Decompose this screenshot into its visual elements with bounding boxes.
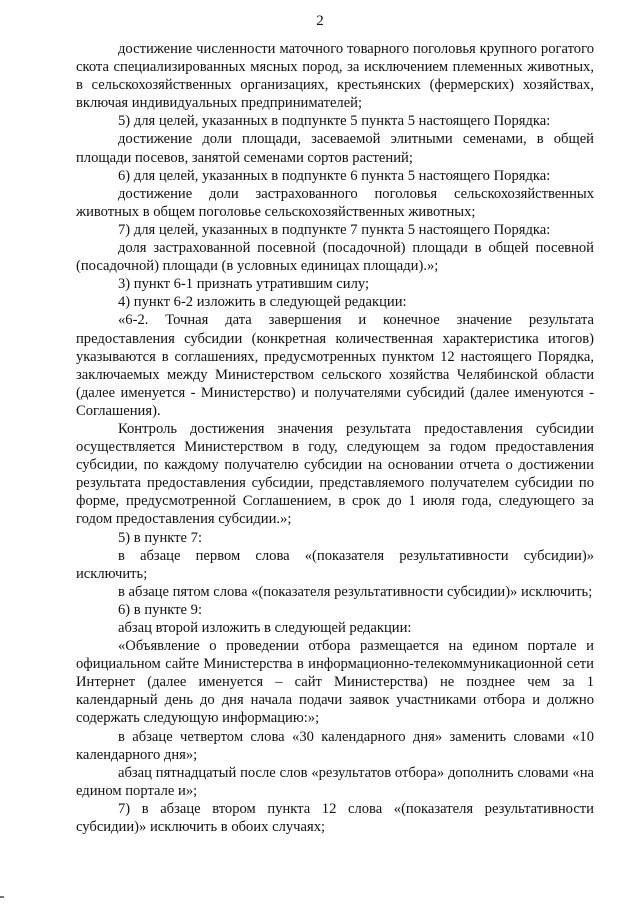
page-number: 2 bbox=[316, 13, 324, 29]
paragraph: 3) пункт 6-1 признать утратившим силу; bbox=[118, 276, 370, 293]
paragraph: Контроль достижения значения результата предоставления субсидии осуществляется Министерством в году, следующем за годом предоставления субсидии, по каждому получателю субсидии на основании отчета о достижении результата предоставления субсидии, представляемого получателем субсидии по форме, предусмотренной Соглашением, в срок до 1 июля года, следующего за годом предоставления субсидии.»; bbox=[76, 420, 594, 528]
paragraph: в абзаце четвертом слова «30 календарного дня» заменить словами «10 календарного дня»; bbox=[76, 728, 594, 763]
paragraph: абзац пятнадцатый после слов «результатов отбора» дополнить словами «на едином портале и»; bbox=[76, 764, 594, 799]
paragraph: 5) для целей, указанных в подпункте 5 пункта 5 настоящего Порядка: bbox=[118, 113, 551, 130]
paragraph: 6) в пункте 9: bbox=[118, 601, 203, 618]
paragraph: достижение численности маточного товарного поголовья крупного рогатого скота специализированных мясных пород, за исключением племенных животных, в сельскохозяйственных организациях, крестьянских (фермерских) хозяйствах, включая индивидуальных предпринимателей; bbox=[76, 41, 594, 112]
paragraph: абзац второй изложить в следующей редакции: bbox=[118, 620, 412, 636]
paragraph: доля застрахованной посевной (посадочной) площади в общей посевной (посадочной) площади (в условных единицах площади).»; bbox=[76, 240, 594, 275]
paragraph: в абзаце пятом слова «(показателя результативности субсидии)» исключить; bbox=[118, 583, 593, 600]
paragraph: 4) пункт 6-2 изложить в следующей редакции: bbox=[118, 294, 407, 311]
paragraph: достижение доли застрахованного поголовья сельскохозяйственных животных в общем поголовье сельскохозяйственных животных; bbox=[76, 185, 594, 220]
paragraph: «6-2. Точная дата завершения и конечное значение результата предоставления субсидии (конкретная количественная характеристика итогов) указываются в соглашениях, предусмотренных пунктом 12 настоящего Порядка, заключаемых между Министерством сельского хозяйства Челябинской области (далее именуется - Министерство) и получателями субсидий (далее именуются - Соглашения). bbox=[76, 312, 594, 419]
paragraph: 5) в пункте 7: bbox=[118, 529, 203, 546]
scan-edge-mark bbox=[0, 896, 4, 898]
document-body bbox=[76, 40, 594, 836]
paragraph: 7) в абзаце втором пункта 12 слова «(показателя результативности субсидии)» исключить в обоих случаях; bbox=[76, 800, 594, 836]
paragraph: 7) для целей, указанных в подпункте 7 пункта 5 настоящего Порядка: bbox=[118, 221, 551, 238]
paragraph: 6) для целей, указанных в подпункте 6 пункта 5 настоящего Порядка: bbox=[118, 167, 551, 184]
paragraph: в абзаце первом слова «(показателя результативности субсидии)» исключить; bbox=[76, 547, 594, 582]
paragraph: достижение доли площади, засеваемой элитными семенами, в общей площади посевов, занятой семенами сортов растений; bbox=[76, 131, 594, 166]
paragraph: «Объявление о проведении отбора размещается на едином портале и официальном сайте Министерства в информационно-телекоммуникационной сети Интернет (далее именуется – сайт Министерства) не позднее чем за 1 календарный день до дня начала подачи заявок участниками отбора и должно содержать следующую информацию:»; bbox=[76, 638, 594, 727]
